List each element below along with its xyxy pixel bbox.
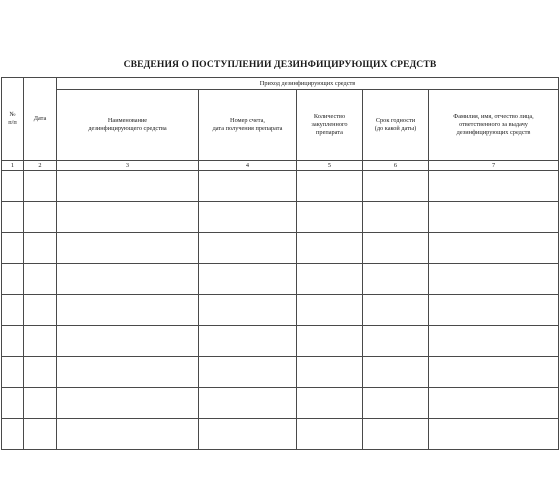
- header-date: [24, 78, 57, 161]
- header-row-number-line2: п/п: [8, 119, 17, 126]
- header-invoice: [199, 90, 297, 161]
- table-cell: [363, 233, 429, 264]
- page-title: СВЕДЕНИЯ О ПОСТУПЛЕНИИ ДЕЗИНФИЦИРУЮЩИХ СРЕДСТВ: [123, 59, 437, 70]
- table-row: [2, 388, 559, 419]
- table-cell: [297, 326, 363, 357]
- table-cell: [57, 295, 199, 326]
- table-cell: [2, 202, 24, 233]
- table-cell: [24, 388, 57, 419]
- header-product-name: [57, 90, 199, 161]
- table-row: [2, 171, 559, 202]
- column-number: 7: [429, 161, 559, 171]
- table-cell: [24, 295, 57, 326]
- header-product-name-line2: дезинфицирующего средства: [88, 125, 167, 132]
- table-cell: [363, 326, 429, 357]
- table-cell: [429, 171, 559, 202]
- header-expiry: [363, 90, 429, 161]
- table-cell: [2, 419, 24, 450]
- table-cell: [57, 357, 199, 388]
- table-cell: [57, 388, 199, 419]
- table-cell: [199, 264, 297, 295]
- header-responsible-person-line1: Фамилия, имя, отчество лица,: [453, 113, 534, 120]
- column-number: 6: [363, 161, 429, 171]
- header-group-receipt: [57, 78, 559, 90]
- header-product-name-line1: Наименование: [107, 117, 148, 124]
- table-cell: [2, 171, 24, 202]
- table-cell: [57, 326, 199, 357]
- header-row-number: [2, 78, 24, 161]
- table-cell: [57, 419, 199, 450]
- table-cell: [199, 357, 297, 388]
- table-cell: [363, 388, 429, 419]
- table-cell: [2, 233, 24, 264]
- header-quantity-line1: Количество: [313, 113, 346, 120]
- header-expiry-line1: Срок годности: [375, 117, 416, 124]
- header-responsible-person-line3: дезинфицирующих средств: [456, 129, 531, 136]
- table-cell: [429, 202, 559, 233]
- header-invoice-line2: дата получения препарата: [212, 125, 283, 132]
- table-cell: [363, 295, 429, 326]
- table-cell: [24, 264, 57, 295]
- table-cell: [429, 233, 559, 264]
- table-row: [2, 326, 559, 357]
- header-row-number-line1: №: [9, 111, 16, 118]
- table-cell: [199, 295, 297, 326]
- table-cell: [363, 264, 429, 295]
- table-cell: [199, 233, 297, 264]
- table-row: [2, 202, 559, 233]
- header-quantity-line2: закупленного: [311, 121, 348, 128]
- header-quantity: [297, 90, 363, 161]
- table-cell: [57, 233, 199, 264]
- ledger-body: [2, 171, 559, 450]
- table-cell: [429, 388, 559, 419]
- table-cell: [297, 357, 363, 388]
- table-cell: [199, 419, 297, 450]
- table-cell: [363, 171, 429, 202]
- table-row: [2, 233, 559, 264]
- table-cell: [363, 419, 429, 450]
- table-cell: [199, 202, 297, 233]
- table-cell: [199, 171, 297, 202]
- table-cell: [57, 264, 199, 295]
- column-number: 1: [2, 161, 24, 171]
- header-date-label: Дата: [33, 115, 47, 122]
- table-cell: [429, 357, 559, 388]
- table-cell: [2, 295, 24, 326]
- table-cell: [24, 202, 57, 233]
- column-number: 3: [57, 161, 199, 171]
- header-quantity-line3: препарата: [316, 129, 343, 136]
- header-responsible-person-line2: ответственного за выдачу: [459, 121, 528, 128]
- table-cell: [429, 419, 559, 450]
- table-cell: [24, 233, 57, 264]
- table-cell: [429, 264, 559, 295]
- table-row: [2, 264, 559, 295]
- table-cell: [297, 419, 363, 450]
- table-cell: [297, 388, 363, 419]
- table-cell: [199, 388, 297, 419]
- table-cell: [297, 295, 363, 326]
- header-invoice-line1: Номер счета,: [230, 117, 265, 124]
- table-cell: [297, 171, 363, 202]
- table-cell: [363, 357, 429, 388]
- column-number-row: [2, 161, 559, 171]
- column-number: 4: [199, 161, 297, 171]
- header-group-receipt-label: Приход дезинфицирующих средств: [259, 79, 356, 87]
- table-cell: [2, 388, 24, 419]
- table-cell: [24, 171, 57, 202]
- table-cell: [57, 202, 199, 233]
- table-row: [2, 357, 559, 388]
- table-cell: [24, 326, 57, 357]
- table-cell: [297, 202, 363, 233]
- table-cell: [363, 202, 429, 233]
- table-cell: [199, 326, 297, 357]
- table-cell: [2, 264, 24, 295]
- table-row: [2, 295, 559, 326]
- table-cell: [297, 264, 363, 295]
- table-cell: [429, 295, 559, 326]
- table-cell: [429, 326, 559, 357]
- table-row: [2, 419, 559, 450]
- column-number: 5: [297, 161, 363, 171]
- table-cell: [2, 326, 24, 357]
- header-responsible-person: [429, 90, 559, 161]
- table-cell: [24, 419, 57, 450]
- header-expiry-line2: (до какой даты): [374, 125, 417, 132]
- disinfectant-receipt-table: [1, 77, 559, 450]
- column-number: 2: [24, 161, 57, 171]
- table-cell: [24, 357, 57, 388]
- table-cell: [297, 233, 363, 264]
- table-cell: [57, 171, 199, 202]
- table-cell: [2, 357, 24, 388]
